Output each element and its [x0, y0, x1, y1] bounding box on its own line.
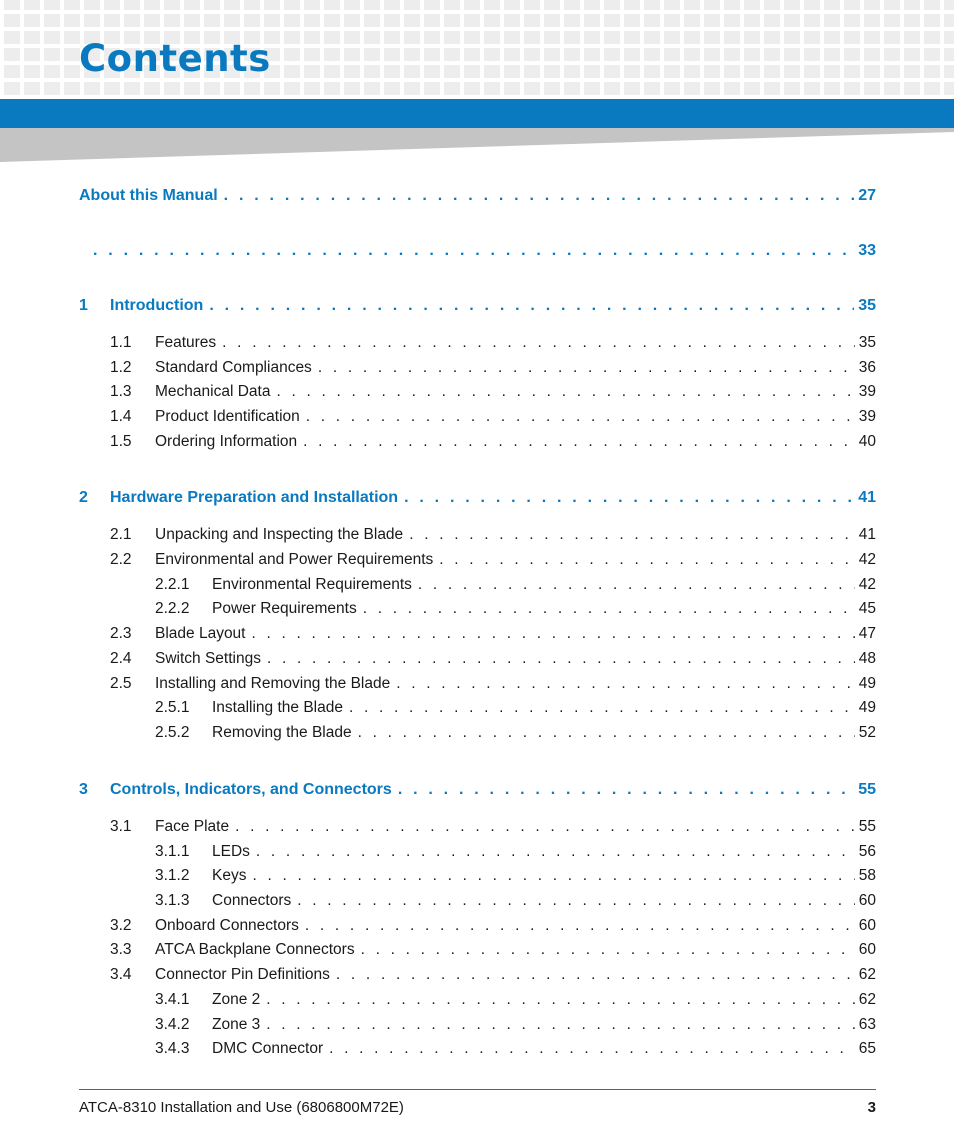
toc-entry-page: 35 [858, 297, 876, 314]
toc-leader-dots [235, 816, 855, 838]
toc-entry-label: LEDs [212, 843, 250, 860]
toc-entry-number: 3 [79, 781, 88, 798]
toc-leader-dots [93, 240, 854, 262]
toc-entry-number: 2.1 [110, 526, 132, 543]
toc-entry-page: 40 [858, 433, 876, 450]
toc-entry-number: 2.2 [110, 551, 132, 568]
toc-entry-number: 3.4.1 [155, 991, 190, 1008]
header-blue-band [0, 99, 954, 128]
toc-entry-section[interactable] [79, 332, 876, 354]
toc-entry-number: 2.3 [110, 625, 132, 642]
toc-entry-section[interactable] [79, 623, 876, 645]
toc-entry-page: 56 [858, 843, 876, 860]
toc-entry-label: Installing and Removing the Blade [155, 675, 391, 692]
toc-entry-label: About this Manual [79, 187, 218, 204]
toc-entry-number: 3.4.2 [155, 1016, 190, 1033]
toc-entry-page: 42 [858, 551, 876, 568]
toc-entry-number: 2.5 [110, 675, 132, 692]
toc-entry-page: 36 [858, 359, 876, 376]
toc-entry-label: Keys [212, 867, 247, 884]
toc-entry-section[interactable] [79, 431, 876, 453]
toc-entry-number: 2.5.2 [155, 724, 190, 741]
toc-entry-page: 52 [858, 724, 876, 741]
toc-leader-dots [266, 989, 854, 1011]
toc-entry-number: 2.2.1 [155, 576, 190, 593]
toc-entry-section[interactable] [79, 381, 876, 403]
toc-entry-section[interactable] [79, 816, 876, 838]
toc-entry-number: 3.1.2 [155, 867, 190, 884]
toc-entry-number: 2.2.2 [155, 600, 190, 617]
toc-entry-number: 1.3 [110, 383, 132, 400]
toc-leader-dots [336, 964, 855, 986]
toc-entry-page: 41 [858, 526, 876, 543]
toc-leader-dots [439, 549, 854, 571]
toc-entry-chapter[interactable] [79, 240, 876, 262]
toc-entry-label: Mechanical Data [155, 383, 271, 400]
toc-entry-number: 3.3 [110, 941, 132, 958]
toc-entry-section[interactable] [79, 915, 876, 937]
toc-entry-subsection[interactable] [79, 1038, 876, 1060]
toc-entry-page: 47 [858, 625, 876, 642]
toc-entry-label: Switch Settings [155, 650, 261, 667]
toc-entry-number: 3.2 [110, 917, 132, 934]
toc-entry-page: 45 [858, 600, 876, 617]
toc-entry-label: Connector Pin Definitions [155, 966, 330, 983]
toc-leader-dots [305, 915, 855, 937]
toc-leader-dots [404, 487, 854, 509]
toc-entry-label: Hardware Preparation and Installation [110, 489, 399, 506]
toc-entry-page: 63 [858, 1016, 876, 1033]
toc-leader-dots [306, 406, 855, 428]
toc-entry-label: Zone 3 [212, 1016, 261, 1033]
toc-entry-number: 3.1.3 [155, 892, 190, 909]
toc-entry-number: 1.5 [110, 433, 132, 450]
toc-entry-label: DMC Connector [212, 1040, 324, 1057]
toc-entry-page: 60 [858, 941, 876, 958]
toc-entry-number: 3.1.1 [155, 843, 190, 860]
toc-entry-section[interactable] [79, 964, 876, 986]
toc-entry-page: 27 [858, 187, 876, 204]
toc-entry-page: 65 [858, 1040, 876, 1057]
toc-entry-page: 58 [858, 867, 876, 884]
toc-leader-dots [276, 381, 854, 403]
footer-page-number: 3 [867, 1099, 876, 1116]
toc-entry-page: 33 [858, 242, 876, 259]
footer-document-title: ATCA-8310 Installation and Use (6806800M72E) [79, 1099, 404, 1116]
toc-entry-page: 60 [858, 917, 876, 934]
toc-entry-page: 39 [858, 383, 876, 400]
toc-entry-subsection[interactable] [79, 841, 876, 863]
toc-leader-dots [361, 939, 855, 961]
toc-leader-dots [297, 890, 854, 912]
toc-entry-subsection[interactable] [79, 574, 876, 596]
toc-entry-page: 35 [858, 334, 876, 351]
toc-leader-dots [363, 598, 855, 620]
toc-entry-page: 49 [858, 675, 876, 692]
toc-entry-number: 3.1 [110, 818, 132, 835]
toc-entry-label: Features [155, 334, 217, 351]
toc-entry-subsection[interactable] [79, 697, 876, 719]
toc-leader-dots [256, 841, 855, 863]
toc-leader-dots [267, 648, 855, 670]
toc-entry-chapter[interactable] [79, 487, 876, 509]
toc-entry-page: 62 [858, 966, 876, 983]
toc-leader-dots [224, 185, 855, 207]
toc-entry-label: Onboard Connectors [155, 917, 299, 934]
toc-entry-subsection[interactable] [79, 1014, 876, 1036]
toc-leader-dots [358, 722, 855, 744]
toc-entry-page: 41 [858, 489, 876, 506]
toc-leader-dots [418, 574, 855, 596]
toc-entry-page: 49 [858, 699, 876, 716]
toc-leader-dots [318, 357, 855, 379]
toc-entry-label: Ordering Information [155, 433, 298, 450]
toc-entry-label: Zone 2 [212, 991, 261, 1008]
toc-entry-section[interactable] [79, 648, 876, 670]
toc-entry-section[interactable] [79, 549, 876, 571]
toc-entry-label: Introduction [110, 297, 204, 314]
toc-entry-label: Face Plate [155, 818, 230, 835]
toc-entry-number: 3.4 [110, 966, 132, 983]
toc-entry-number: 1.1 [110, 334, 132, 351]
toc-entry-number: 2.4 [110, 650, 132, 667]
toc-entry-label: Connectors [212, 892, 292, 909]
toc-entry-subsection[interactable] [79, 722, 876, 744]
toc-entry-page: 42 [858, 576, 876, 593]
toc-entry-number: 1 [79, 297, 88, 314]
toc-entry-label: Removing the Blade [212, 724, 352, 741]
toc-entry-label: Unpacking and Inspecting the Blade [155, 526, 404, 543]
toc-leader-dots [266, 1014, 854, 1036]
toc-entry-number: 2.5.1 [155, 699, 190, 716]
footer-rule [79, 1089, 876, 1090]
toc-entry-label: Product Identification [155, 408, 300, 425]
toc-leader-dots [349, 697, 855, 719]
toc-entry-label: ATCA Backplane Connectors [155, 941, 355, 958]
toc-entry-label: Controls, Indicators, and Connectors [110, 781, 392, 798]
toc-entry-chapter[interactable] [79, 185, 876, 207]
toc-entry-label: Blade Layout [155, 625, 246, 642]
header-grey-wedge [0, 128, 954, 162]
toc-entry-label: Installing the Blade [212, 699, 343, 716]
toc-entry-subsection[interactable] [79, 989, 876, 1011]
toc-entry-page: 39 [858, 408, 876, 425]
toc-entry-number: 1.4 [110, 408, 132, 425]
toc-entry-chapter[interactable] [79, 295, 876, 317]
toc-entry-label: Environmental Requirements [212, 576, 412, 593]
toc-entry-subsection[interactable] [79, 598, 876, 620]
toc-leader-dots [398, 779, 854, 801]
toc-entry-section[interactable] [79, 406, 876, 428]
toc-entry-page: 55 [858, 781, 876, 798]
toc-leader-dots [329, 1038, 855, 1060]
page-title: Contents [79, 37, 271, 80]
toc-leader-dots [396, 673, 855, 695]
toc-entry-page: 60 [858, 892, 876, 909]
toc-entry-subsection[interactable] [79, 865, 876, 887]
toc-entry-label: Environmental and Power Requirements [155, 551, 434, 568]
toc-leader-dots [303, 431, 855, 453]
toc-leader-dots [209, 295, 854, 317]
toc-entry-section[interactable] [79, 939, 876, 961]
toc-entry-number: 3.4.3 [155, 1040, 190, 1057]
toc-leader-dots [409, 524, 855, 546]
toc-entry-number: 1.2 [110, 359, 132, 376]
toc-entry-label: Power Requirements [212, 600, 357, 617]
toc-entry-page: 62 [858, 991, 876, 1008]
toc-entry-page: 48 [858, 650, 876, 667]
toc-entry-subsection[interactable] [79, 890, 876, 912]
toc-entry-page: 55 [858, 818, 876, 835]
toc-entry-section[interactable] [79, 357, 876, 379]
toc-leader-dots [252, 865, 854, 887]
toc-leader-dots [222, 332, 855, 354]
toc-entry-number: 2 [79, 489, 88, 506]
toc-entry-section[interactable] [79, 524, 876, 546]
toc-entry-section[interactable] [79, 673, 876, 695]
toc-entry-label: Standard Compliances [155, 359, 312, 376]
toc-leader-dots [252, 623, 855, 645]
toc-entry-chapter[interactable] [79, 779, 876, 801]
